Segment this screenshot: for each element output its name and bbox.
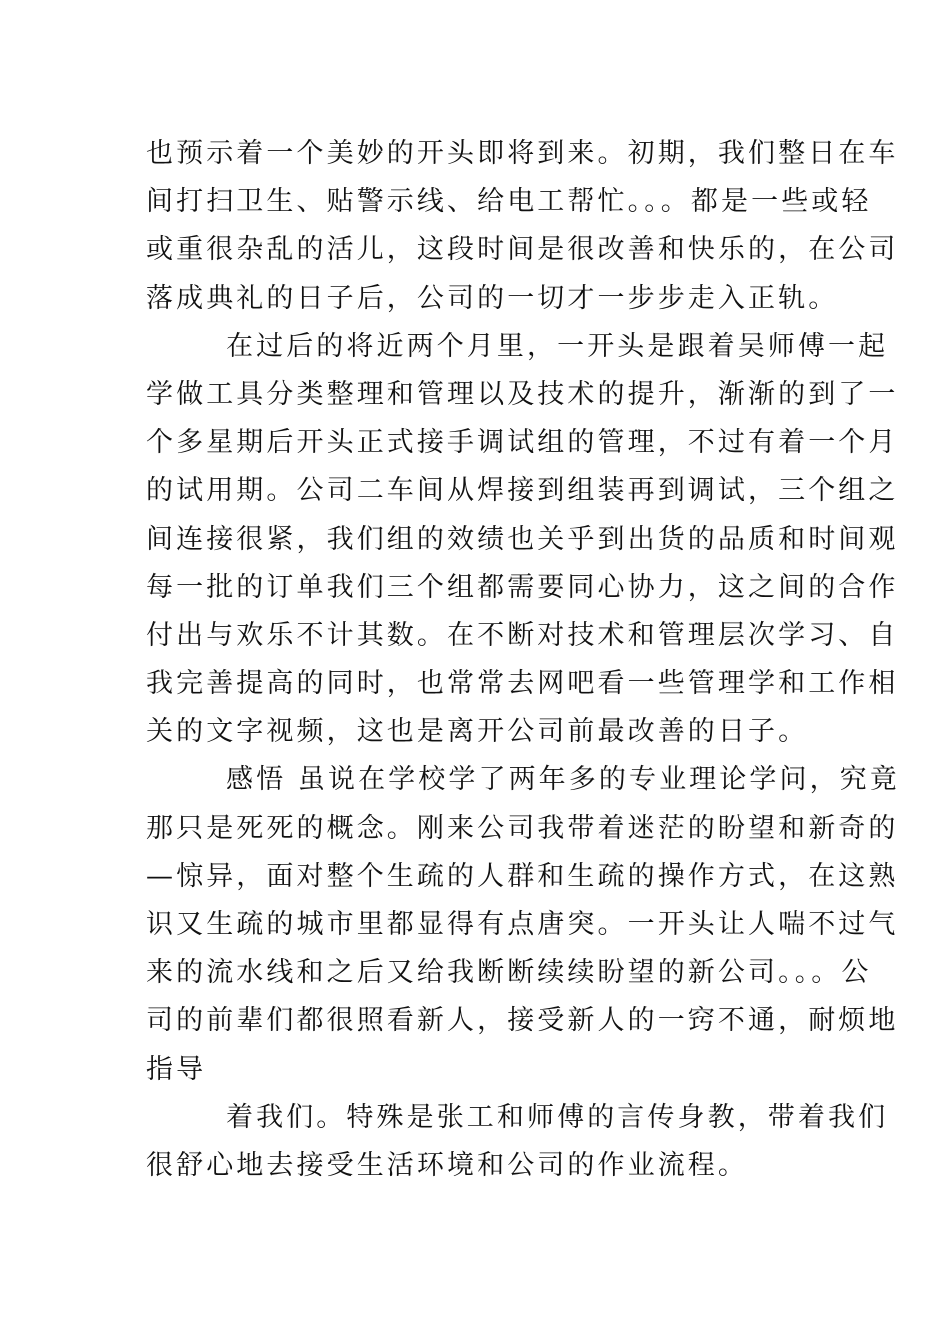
text-line: —惊异，面对整个生疏的人群和生疏的操作方式，在这熟 [146, 860, 899, 892]
text-line: 个多星期后开头正式接手调试组的管理，不过有着一个月 [146, 427, 899, 459]
paragraph [146, 1094, 889, 1190]
text-line: 关的文字视频，这也是离开公司前最改善的日子。 [146, 716, 809, 748]
text-line: 我完善提高的同时，也常常去网吧看一些管理学和工作相 [146, 668, 899, 700]
text-line: 识又生疏的城市里都显得有点唐突。一开头让人喘不过气 [146, 909, 899, 940]
text-line: 那只是死死的概念。刚来公司我带着迷茫的盼望和新奇的 [146, 812, 899, 844]
text-line: 也预示着一个美妙的开头即将到来。初期，我们整日在车 [146, 138, 899, 169]
text-line: 或重很杂乱的活儿，这段时间是很改善和快乐的，在公司 [146, 234, 899, 266]
body-text [146, 130, 900, 1190]
text-line: 间连接很紧，我们组的效绩也关乎到出货的品质和时间观 [146, 523, 899, 555]
text-line-first: 着我们。特殊是张工和师傅的言传身教，带着我们 [226, 1101, 889, 1133]
text-line-first: 感悟 虽说在学校学了两年多的专业理论学问，究竟 [226, 764, 900, 796]
paragraph [146, 323, 899, 757]
text-line: 来的流水线和之后又给我断断续续盼望的新公司。。。公 [146, 957, 872, 989]
text-line-first: 在过后的将近两个月里，一开头是跟着吴师傅一起 [226, 330, 889, 362]
text-line: 落成典礼的日子后，公司的一切才一步步走入正轨。 [146, 282, 839, 314]
text-line: 学做工具分类整理和管理以及技术的提升，渐渐的到了一 [146, 378, 899, 410]
text-line: 指导 [146, 1053, 207, 1085]
text-line: 的试用期。公司二车间从焊接到组装再到调试，三个组之 [146, 475, 899, 507]
text-line: 付出与欢乐不计其数。在不断对技术和管理层次学习、自 [146, 619, 899, 651]
text-line: 司的前辈们都很照看新人，接受新人的一窍不通，耐烦地 [146, 1005, 899, 1037]
text-line: 间打扫卫生、贴警示线、给电工帮忙。。。都是一些或轻 [146, 186, 872, 218]
paragraph [146, 130, 899, 323]
text-line: 每一批的订单我们三个组都需要同心协力，这之间的合作 [146, 571, 899, 603]
paragraph [146, 756, 900, 1093]
text-line: 很舒心地去接受生活环境和公司的作业流程。 [146, 1149, 748, 1181]
